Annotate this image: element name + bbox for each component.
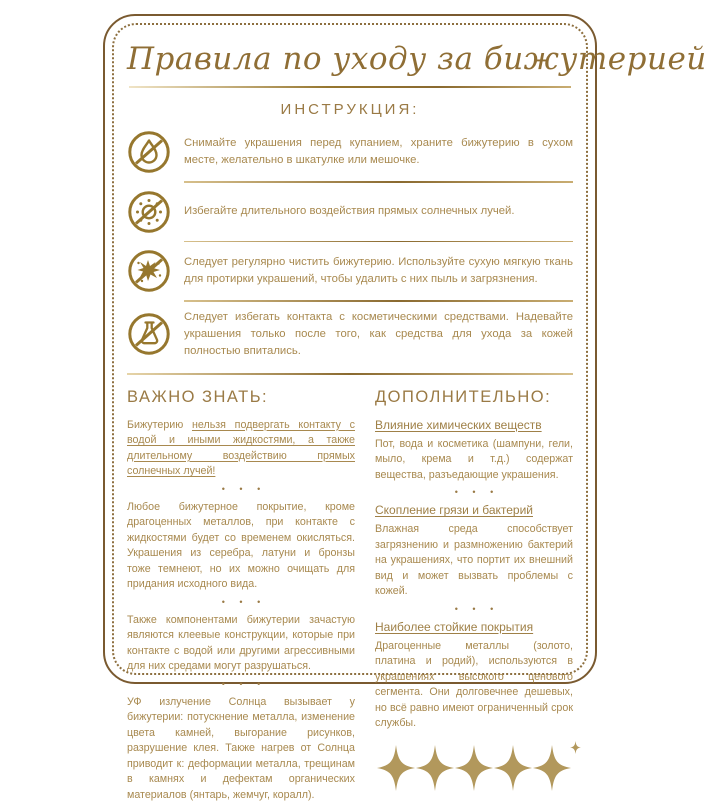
poster-card	[103, 14, 707, 801]
additional-subheading-2: Скопление грязи и бактерий	[375, 503, 533, 518]
important-column	[127, 384, 355, 803]
mini-sparkle-icon	[569, 741, 582, 754]
sparkle-star-icon	[494, 745, 532, 791]
instruction-item	[127, 243, 573, 299]
row-divider	[184, 181, 573, 183]
important-paragraph-1	[127, 418, 355, 480]
sparkle-star-icon	[377, 745, 415, 791]
instruction-text: Избегайте длительного воздействия прямых солнечных лучей.	[184, 205, 515, 218]
no-water-icon	[127, 130, 171, 174]
additional-subheading-1: Влияние химических веществ	[375, 417, 542, 432]
row-divider	[184, 241, 573, 243]
star-rating-row	[375, 745, 573, 791]
important-paragraph-3: Также компонентами бижутерии зачастую являются клеевые конструкции, которые при контакте с водой или другими агрессивными для них средами могут разрушаться.	[127, 613, 355, 673]
title-divider	[129, 86, 571, 88]
no-sun-icon	[127, 190, 171, 234]
additional-heading: ДОПОЛНИТЕЛЬНО:	[375, 387, 552, 406]
important-heading: ВАЖНО ЗНАТЬ:	[127, 387, 269, 406]
additional-paragraph-1: Пот, вода и косметика (шампуни, гели, мыло, крема и т.д.) содержат вещества, разъедающие украшения.	[375, 437, 573, 481]
additional-column	[375, 384, 573, 803]
additional-paragraph-2: Влажная среда способствует загрязнению и размножению бактерий на украшениях, что портит их внешний вид и может вызвать проблемы с кожей.	[375, 523, 573, 598]
section-divider	[127, 373, 573, 375]
instruction-item	[127, 303, 573, 366]
row-divider	[184, 300, 573, 302]
dots-separator: • • •	[454, 487, 500, 498]
important-paragraph-2: Любое бижутерное покрытие, кроме драгоценных металлов, при контакте с жидкостями будет со временем окисляться. Украшения из серебра, латуни и бронзы тоже темнеют, но их можно очищать для придания исходного вида.	[127, 500, 355, 591]
instruction-text: Снимайте украшения перед купанием, храните бижутерию в сухом месте, желательно в шкатулке или мешочке.	[184, 137, 573, 166]
two-column-section	[127, 384, 573, 803]
instruction-item	[127, 124, 573, 180]
additional-subheading-3: Наиболее стойкие покрытия	[375, 619, 534, 634]
no-dirt-icon	[127, 249, 171, 293]
dots-separator: • • •	[221, 483, 267, 494]
sparkle-star-icon	[455, 745, 493, 791]
instructions-heading: ИНСТРУКЦИЯ:	[280, 101, 420, 118]
underlined-warning: нельзя подвергать контакту с водой и иными жидкостями, а также длительному воздействию прямых солнечных лучей!	[127, 418, 355, 478]
instruction-text: Следует избегать контакта с косметическими средствами. Надевайте украшения только после того, как средства для ухода за кожей полностью впитались.	[184, 310, 573, 357]
dots-separator: • • •	[221, 596, 267, 607]
paragraph-lead: Бижутерию	[127, 418, 184, 431]
page-title: Правила по уходу за бижутерией	[127, 41, 707, 77]
additional-paragraph-3: Драгоценные металлы (золото, платина и родий), используются в украшениях высокого ценового сегмента. Они долговечнее дешевых, но всё равно имеют ограниченный срок службы.	[375, 639, 573, 730]
sparkle-star-icon	[533, 745, 571, 791]
dots-separator: • • •	[454, 603, 500, 614]
important-paragraph-4: УФ излучение Солнца вызывает у бижутерии: потускнение металла, изменение цвета камней, выгорание рисунков, разрушение клея. Также нагрев от Солнца приводит к: деформации металла, трещинам в камнях и дефектам органических материалов (янтарь, жемчуг, коралл).	[127, 695, 355, 801]
dotted-border-frame	[112, 23, 707, 801]
instruction-text: Следует регулярно чистить бижутерию. Используйте сухую мягкую ткань для протирки украшений, чтобы удалить с них пыль и загрязнения.	[184, 256, 573, 286]
instruction-item	[127, 184, 573, 240]
dots-separator: • • •	[221, 678, 267, 689]
sparkle-star-icon	[416, 745, 454, 791]
no-cosmetics-icon	[127, 312, 171, 356]
